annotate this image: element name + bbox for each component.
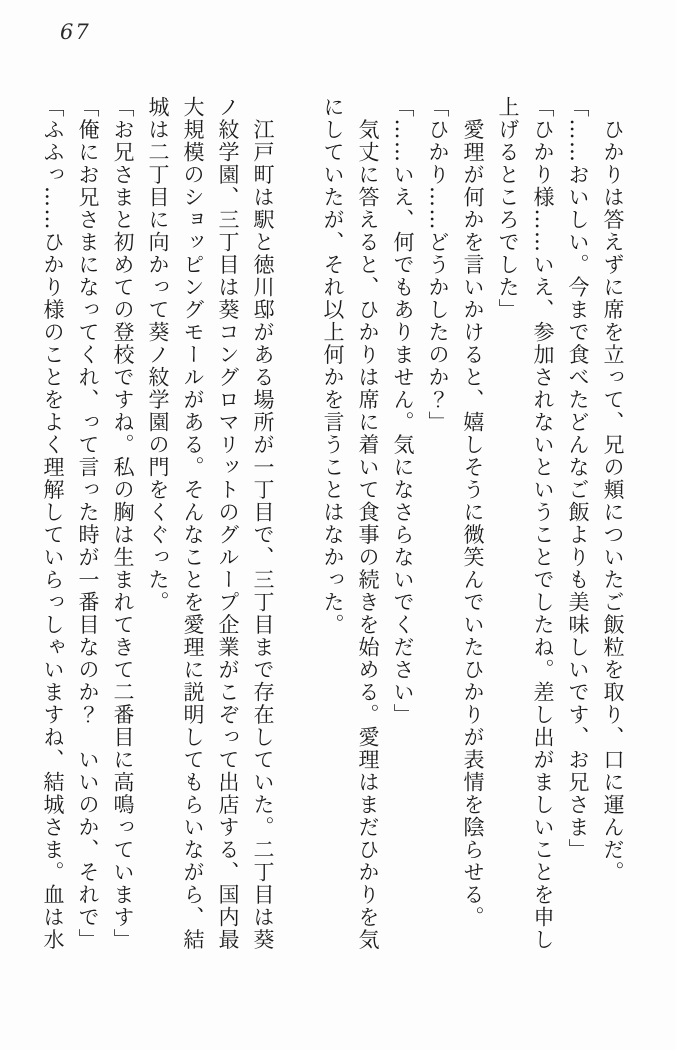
text-line: 江戸町は駅と徳川邸がある場所が一丁目で、三丁目まで存在していた。二丁目は葵 — [251, 96, 275, 951]
text-line: 「……おいしい。今まで食べたどんなご飯よりも美味しいです、お兄さま」 — [566, 96, 590, 861]
text-line: 「……いえ、何でもありません。気になさらないでください」 — [391, 96, 415, 726]
text-line: 気丈に答えると、ひかりは席に着いて食事の続きを始める。愛理はまだひかりを気 — [356, 96, 380, 951]
text-line: 「お兄さまと初めての登校ですね。私の胸は生まれてきて二番目に高鳴っています」 — [111, 96, 135, 951]
page-number: 67 — [60, 20, 91, 44]
text-line: 「ふふっ……ひかり様のことをよく理解していらっしゃいますね、結城さま。血は水 — [41, 96, 65, 951]
text-line: 城は二丁目に向かって葵ノ紋学園の門をくぐった。 — [146, 96, 170, 614]
text-line: 「ひかり……どうかしたのか？」 — [426, 96, 450, 434]
text-line — [280, 96, 315, 1041]
text-line: 「俺にお兄さまになってくれ、って言った時が一番目なのか？ いいのか、それで」 — [76, 96, 100, 951]
text-line: ひかりは答えずに席を立って、兄の頬についたご飯粒を取り、口に運んだ。 — [601, 96, 625, 884]
text-line: 上げるところでした」 — [496, 96, 520, 321]
text-line: 愛理が何かを言いかけると、嬉しそうに微笑んでいたひかりが表情を陰らせる。 — [461, 96, 485, 929]
text-line: 大規模のショッピングモールがある。そんなことを愛理に説明してもらいながら、結 — [181, 96, 205, 951]
text-line: ノ紋学園、三丁目は葵コングロマリットのグループ企業がこぞって出店する、国内最 — [216, 96, 240, 951]
vertical-text-body — [35, 96, 630, 1041]
text-line: 「ひかり様……いえ、参加されないということでしたね。差し出がましいことを申し — [531, 96, 555, 951]
text-line: にしていたが、それ以上何かを言うことはなかった。 — [321, 96, 345, 636]
